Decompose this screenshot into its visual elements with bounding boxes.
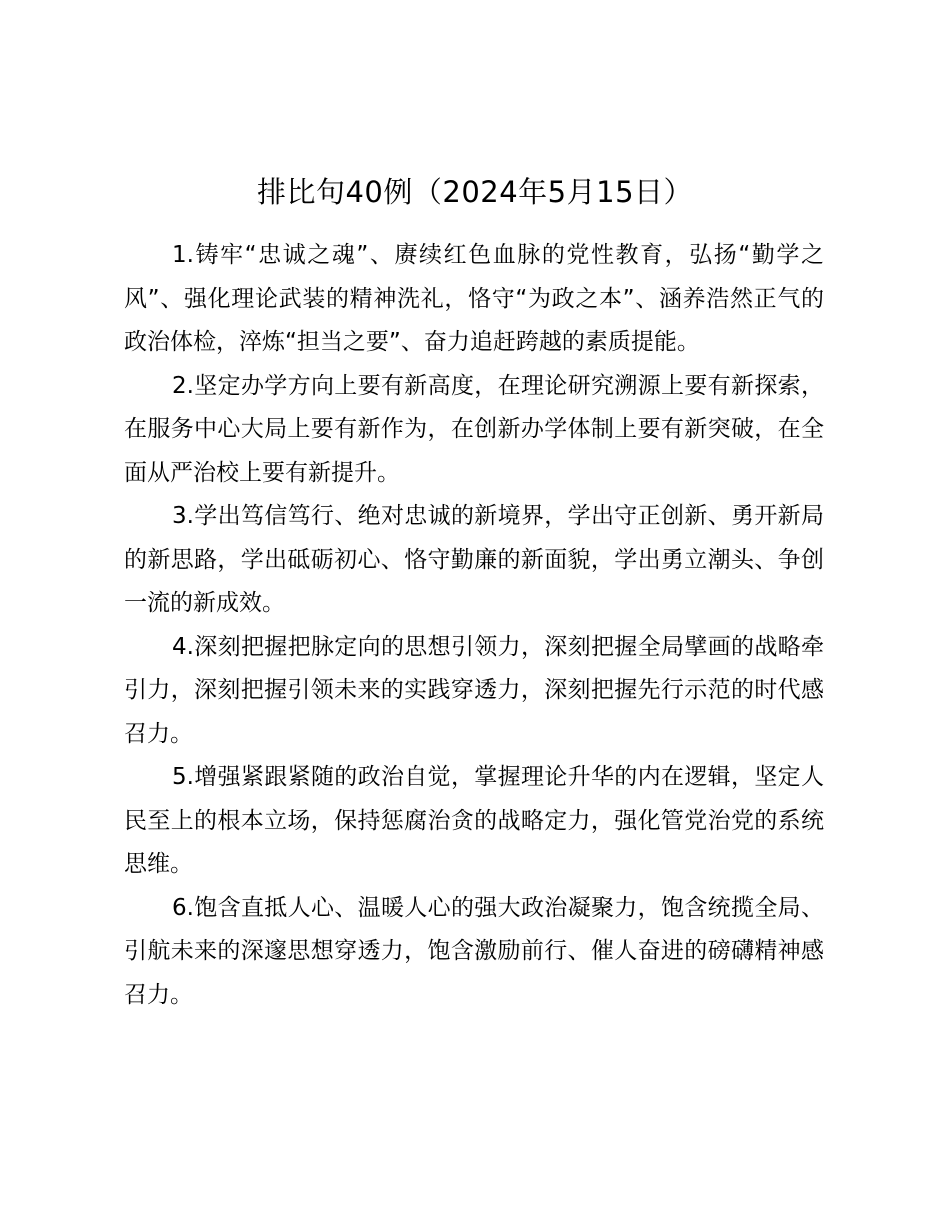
paragraph-2: 2.坚定办学方向上要有新高度，在理论研究溯源上要有新探索，在服务中心大局上要有新作为，在创新办学体制上要有新突破，在全面从严治校上要有新提升。 [124,372,824,486]
document-title: 排比句40例（2024年5月15日） [256,175,694,209]
paragraph-1: 1.铸牢“忠诚之魂”、赓续红色血脉的党性教育，弘扬“勤学之风”、强化理论武装的精神洗礼，恪守“为政之本”、涵养浩然正气的政治体检，淬炼“担当之要”、奋力追赶跨越的素质提能。 [124,242,824,355]
paragraph-5: 5.增强紧跟紧随的政治自觉，掌握理论升华的内在逻辑，坚定人民至上的根本立场，保持惩腐治贪的战略定力，强化管党治党的系统思维。 [124,764,824,877]
paragraph-6: 6.饱含直抵人心、温暖人心的强大政治凝聚力，饱含统揽全局、引航未来的深邃思想穿透力，饱含激励前行、催人奋进的磅礴精神感召力。 [124,894,824,1008]
paragraph-4: 4.深刻把握把脉定向的思想引领力，深刻把握全局擘画的战略牵引力，深刻把握引领未来的实践穿透力，深刻把握先行示范的时代感召力。 [124,633,824,747]
paragraph-3: 3.学出笃信笃行、绝对忠诚的新境界，学出守正创新、勇开新局的新思路，学出砥砺初心、恪守勤廉的新面貌，学出勇立潮头、争创一流的新成效。 [124,503,824,616]
document-body [124,234,824,1017]
